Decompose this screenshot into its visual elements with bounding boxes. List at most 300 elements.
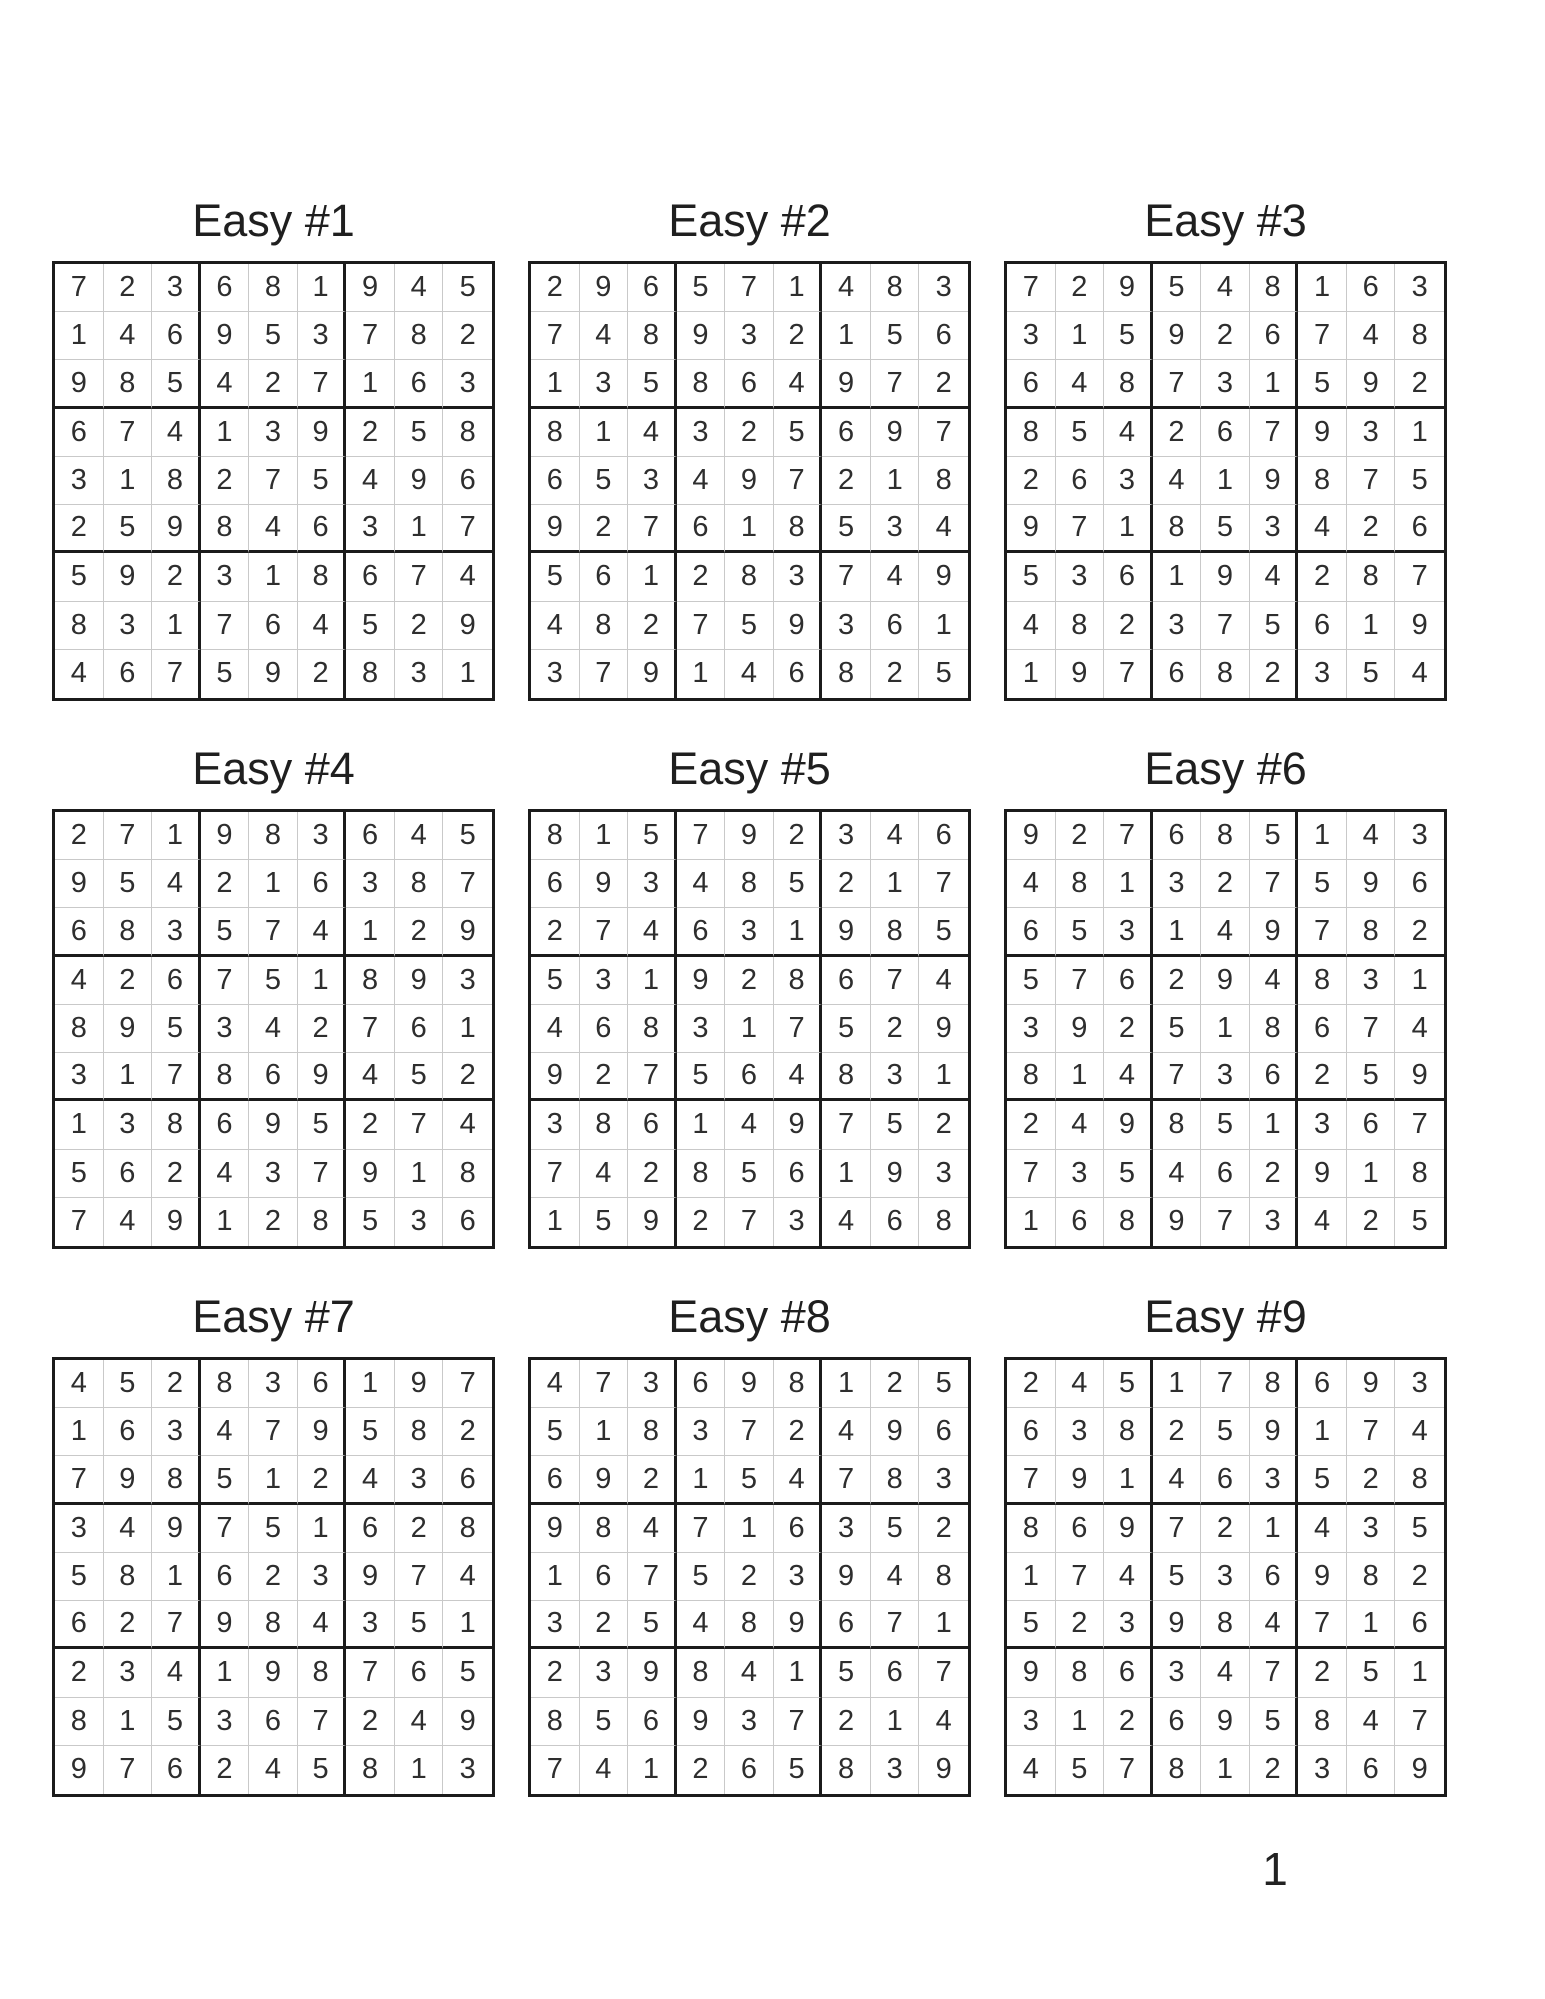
sudoku-cell: 5 (346, 1408, 395, 1456)
sudoku-cell: 9 (822, 1553, 871, 1601)
sudoku-cell: 2 (1347, 1456, 1396, 1504)
sudoku-cell: 2 (152, 1150, 201, 1198)
sudoku-cell: 2 (298, 1456, 347, 1504)
sudoku-cell: 7 (1056, 1553, 1105, 1601)
sudoku-cell: 9 (298, 409, 347, 457)
sudoku-cell: 6 (152, 312, 201, 360)
sudoku-cell: 2 (1007, 1101, 1056, 1149)
sudoku-cell: 7 (725, 264, 774, 312)
sudoku-cell: 4 (1298, 1198, 1347, 1246)
sudoku-cell: 2 (871, 650, 920, 698)
puzzle-easy-7 (52, 1289, 495, 1797)
sudoku-cell: 1 (104, 1698, 153, 1746)
sudoku-cell: 2 (822, 860, 871, 908)
sudoku-cell: 6 (628, 1698, 677, 1746)
sudoku-cell: 2 (1153, 1408, 1202, 1456)
sudoku-cell: 4 (725, 650, 774, 698)
sudoku-cell: 8 (677, 360, 726, 408)
puzzle-title: Easy #5 (668, 743, 831, 794)
sudoku-cell: 6 (1056, 457, 1105, 505)
sudoku-cell: 4 (346, 457, 395, 505)
sudoku-cell: 2 (249, 360, 298, 408)
sudoku-cell: 6 (346, 812, 395, 860)
sudoku-cell: 3 (871, 1746, 920, 1794)
sudoku-cell: 7 (871, 1601, 920, 1649)
sudoku-cell: 3 (395, 1198, 444, 1246)
sudoku-cell: 6 (298, 860, 347, 908)
sudoku-cell: 7 (104, 409, 153, 457)
sudoku-cell: 4 (1201, 264, 1250, 312)
sudoku-cell: 3 (1347, 1505, 1396, 1553)
sudoku-cell: 3 (1298, 650, 1347, 698)
sudoku-cell: 3 (443, 360, 492, 408)
sudoku-cell: 6 (1347, 1101, 1396, 1149)
sudoku-cell: 8 (1298, 457, 1347, 505)
sudoku-cell: 6 (822, 957, 871, 1005)
sudoku-cell: 3 (1056, 1408, 1105, 1456)
sudoku-cell: 2 (1395, 1553, 1444, 1601)
sudoku-cell: 9 (395, 957, 444, 1005)
sudoku-cell: 8 (104, 1553, 153, 1601)
sudoku-cell: 6 (628, 264, 677, 312)
sudoku-cell: 4 (201, 1150, 250, 1198)
sudoku-cell: 8 (395, 312, 444, 360)
sudoku-grid (1004, 261, 1447, 701)
sudoku-cell: 2 (55, 1649, 104, 1697)
sudoku-cell: 8 (1395, 312, 1444, 360)
sudoku-cell: 3 (104, 1649, 153, 1697)
sudoku-cell: 1 (1153, 908, 1202, 956)
sudoku-cell: 7 (871, 360, 920, 408)
sudoku-cell: 7 (346, 1649, 395, 1697)
sudoku-cell: 8 (677, 1649, 726, 1697)
sudoku-cell: 6 (774, 650, 823, 698)
sudoku-cell: 2 (1347, 505, 1396, 553)
sudoku-cell: 8 (1056, 602, 1105, 650)
sudoku-cell: 6 (1395, 860, 1444, 908)
sudoku-cell: 8 (152, 457, 201, 505)
sudoku-cell: 2 (1201, 312, 1250, 360)
sudoku-cell: 3 (1201, 360, 1250, 408)
sudoku-cell: 8 (443, 409, 492, 457)
sudoku-cell: 8 (1007, 409, 1056, 457)
sudoku-cell: 5 (725, 602, 774, 650)
sudoku-cell: 8 (628, 1408, 677, 1456)
sudoku-cell: 8 (249, 812, 298, 860)
sudoku-cell: 2 (104, 1601, 153, 1649)
puzzle-title: Easy #9 (1144, 1291, 1307, 1342)
sudoku-cell: 2 (531, 1649, 580, 1697)
sudoku-cell: 7 (1201, 1198, 1250, 1246)
sudoku-cell: 5 (104, 1360, 153, 1408)
sudoku-cell: 5 (1411, 1205, 1428, 1238)
sudoku-cell: 3 (919, 264, 968, 312)
puzzle-easy-8 (528, 1289, 971, 1797)
sudoku-cell: 9 (152, 1505, 201, 1553)
sudoku-cell: 5 (1104, 1360, 1153, 1408)
sudoku-cell: 7 (1395, 1698, 1444, 1746)
sudoku-cell: 3 (346, 505, 395, 553)
sudoku-cell: 6 (395, 1649, 444, 1697)
sudoku-cell: 8 (1395, 1150, 1444, 1198)
sudoku-cell: 9 (531, 505, 580, 553)
sudoku-cell: 7 (1007, 1150, 1056, 1198)
sudoku-cell: 7 (919, 1649, 968, 1697)
sudoku-cell: 1 (298, 264, 347, 312)
sudoku-cell: 5 (774, 1746, 823, 1794)
sudoku-cell: 8 (1153, 1101, 1202, 1149)
sudoku-cell: 6 (1395, 1601, 1444, 1649)
sudoku-cell: 6 (822, 1601, 871, 1649)
sudoku-cell: 8 (1007, 1053, 1056, 1101)
sudoku-cell: 9 (1007, 505, 1056, 553)
sudoku-cell: 2 (55, 812, 104, 860)
sudoku-cell: 5 (580, 457, 629, 505)
sudoku-cell: 2 (1395, 360, 1444, 408)
sudoku-cell: 8 (628, 1005, 677, 1053)
sudoku-cell: 8 (725, 1601, 774, 1649)
sudoku-cell: 3 (55, 1053, 104, 1101)
sudoku-cell: 2 (201, 457, 250, 505)
sudoku-cell: 2 (1395, 908, 1444, 956)
sudoku-cell: 1 (1347, 602, 1396, 650)
sudoku-cell: 1 (774, 908, 823, 956)
sudoku-cell: 3 (919, 1456, 968, 1504)
sudoku-cell: 7 (774, 1698, 823, 1746)
puzzle-title: Easy #2 (668, 195, 831, 246)
sudoku-cell: 1 (531, 360, 580, 408)
sudoku-cell: 9 (1007, 1649, 1056, 1697)
sudoku-cell: 4 (1250, 553, 1299, 601)
sudoku-cell: 6 (346, 1505, 395, 1553)
sudoku-cell: 8 (104, 360, 153, 408)
sudoku-cell: 4 (298, 1601, 347, 1649)
sudoku-cell: 1 (1056, 1698, 1105, 1746)
sudoku-cell: 7 (1104, 812, 1153, 860)
sudoku-cell: 8 (1056, 1649, 1105, 1697)
sudoku-cell: 9 (443, 1698, 492, 1746)
puzzle-easy-5 (528, 741, 971, 1249)
sudoku-cell: 3 (443, 957, 492, 1005)
sudoku-cell: 2 (1250, 650, 1299, 698)
sudoku-cell: 1 (201, 409, 250, 457)
sudoku-cell: 2 (443, 1053, 492, 1101)
sudoku-cell: 8 (346, 650, 395, 698)
sudoku-cell: 3 (1007, 1005, 1056, 1053)
sudoku-cell: 8 (1153, 1746, 1202, 1794)
sudoku-cell: 3 (1104, 457, 1153, 505)
sudoku-cell: 3 (871, 505, 920, 553)
sudoku-cell: 8 (443, 1505, 492, 1553)
sudoku-cell: 9 (580, 1456, 629, 1504)
sudoku-cell: 7 (104, 1746, 153, 1794)
sudoku-cell: 1 (871, 1698, 920, 1746)
sudoku-cell: 8 (1007, 1505, 1056, 1553)
sudoku-cell: 5 (580, 1198, 629, 1246)
sudoku-cell: 9 (346, 264, 395, 312)
sudoku-cell: 4 (1104, 1553, 1153, 1601)
sudoku-cell: 5 (1250, 602, 1299, 650)
sudoku-cell: 1 (531, 1553, 580, 1601)
sudoku-cell: 2 (249, 1553, 298, 1601)
sudoku-cell: 3 (1347, 957, 1396, 1005)
sudoku-cell: 7 (1347, 1005, 1396, 1053)
puzzle-easy-6 (1004, 741, 1447, 1249)
sudoku-cell: 1 (677, 1101, 726, 1149)
sudoku-cell: 6 (1298, 1005, 1347, 1053)
sudoku-cell: 9 (395, 1360, 444, 1408)
sudoku-cell: 9 (1056, 1005, 1105, 1053)
sudoku-cell: 5 (104, 505, 153, 553)
sudoku-cell: 2 (1104, 1698, 1153, 1746)
sudoku-cell: 5 (677, 1553, 726, 1601)
sudoku-cell: 5 (201, 650, 250, 698)
sudoku-cell: 4 (104, 1505, 153, 1553)
sudoku-cell: 8 (104, 908, 153, 956)
sudoku-cell: 7 (443, 860, 492, 908)
sudoku-cell: 5 (1250, 1698, 1299, 1746)
sudoku-cell: 1 (55, 1408, 104, 1456)
sudoku-cell: 5 (249, 957, 298, 1005)
sudoku-cell: 5 (249, 1505, 298, 1553)
sudoku-cell: 6 (871, 1198, 920, 1246)
sudoku-cell: 8 (531, 812, 580, 860)
sudoku-cell: 3 (346, 1601, 395, 1649)
sudoku-cell: 1 (1056, 1053, 1105, 1101)
sudoku-cell: 4 (628, 908, 677, 956)
sudoku-cell: 2 (443, 1408, 492, 1456)
sudoku-cell: 5 (201, 908, 250, 956)
sudoku-cell: 6 (774, 1505, 823, 1553)
sudoku-cell: 4 (1104, 1053, 1153, 1101)
sudoku-cell: 1 (1298, 1408, 1347, 1456)
sudoku-cell: 9 (725, 1360, 774, 1408)
sudoku-cell: 9 (822, 908, 871, 956)
sudoku-cell: 5 (1250, 812, 1299, 860)
sudoku-cell: 7 (774, 1005, 823, 1053)
sudoku-cell: 8 (395, 860, 444, 908)
sudoku-cell: 5 (871, 312, 920, 360)
puzzle-title: Easy #3 (1144, 195, 1307, 246)
sudoku-cell: 9 (822, 360, 871, 408)
sudoku-cell: 1 (677, 650, 726, 698)
sudoku-cell: 7 (55, 1198, 104, 1246)
sudoku-cell: 5 (1056, 409, 1105, 457)
sudoku-cell: 7 (1298, 908, 1347, 956)
sudoku-cell: 6 (1153, 1698, 1202, 1746)
sudoku-cell: 8 (628, 312, 677, 360)
sudoku-cell: 4 (1347, 1698, 1396, 1746)
sudoku-cell: 9 (201, 812, 250, 860)
sudoku-cell: 7 (249, 1408, 298, 1456)
sudoku-cell: 3 (725, 312, 774, 360)
sudoku-cell: 7 (1347, 457, 1396, 505)
sudoku-cell: 8 (871, 1456, 920, 1504)
sudoku-cell: 2 (580, 505, 629, 553)
sudoku-cell: 1 (1201, 1746, 1250, 1794)
sudoku-cell: 4 (1395, 1408, 1444, 1456)
sudoku-cell: 9 (1347, 1360, 1396, 1408)
sudoku-cell: 3 (1250, 1198, 1299, 1246)
sudoku-cell: 5 (55, 1150, 104, 1198)
sudoku-cell: 9 (774, 1101, 823, 1149)
page-number: 1 (1262, 1843, 1288, 1895)
sudoku-cell: 3 (249, 409, 298, 457)
sudoku-cell: 3 (822, 812, 871, 860)
sudoku-cell: 5 (152, 1005, 201, 1053)
sudoku-cell: 2 (531, 264, 580, 312)
sudoku-cell: 7 (1347, 1408, 1396, 1456)
sudoku-cell: 4 (298, 602, 347, 650)
sudoku-cell: 1 (1007, 1553, 1056, 1601)
sudoku-cell: 8 (346, 957, 395, 1005)
sudoku-grid (1004, 1357, 1447, 1797)
sudoku-cell: 6 (249, 1698, 298, 1746)
sudoku-cell: 7 (346, 1005, 395, 1053)
sudoku-cell: 9 (1250, 457, 1299, 505)
sudoku-cell: 3 (1153, 602, 1202, 650)
sudoku-cell: 7 (1153, 360, 1202, 408)
sudoku-cell: 9 (395, 457, 444, 505)
puzzle-grid-layout (52, 193, 1447, 1797)
sudoku-cell: 9 (1007, 812, 1056, 860)
sudoku-grid (528, 809, 971, 1249)
sudoku-cell: 1 (1395, 957, 1444, 1005)
sudoku-cell: 2 (395, 602, 444, 650)
sudoku-cell: 3 (531, 1101, 580, 1149)
sudoku-cell: 1 (580, 812, 629, 860)
puzzle-easy-3 (1004, 193, 1447, 701)
sudoku-cell: 9 (201, 1601, 250, 1649)
sudoku-cell: 4 (346, 1053, 395, 1101)
sudoku-cell: 6 (677, 1360, 726, 1408)
sudoku-cell: 4 (871, 812, 920, 860)
sudoku-cell: 7 (443, 1360, 492, 1408)
sudoku-grid (52, 809, 495, 1249)
sudoku-cell: 7 (1104, 650, 1153, 698)
sudoku-cell: 7 (677, 602, 726, 650)
sudoku-cell: 4 (531, 602, 580, 650)
sudoku-cell: 6 (822, 409, 871, 457)
sudoku-cell: 2 (1007, 1360, 1056, 1408)
sudoku-cell: 8 (1347, 553, 1396, 601)
sudoku-grid (52, 261, 495, 701)
sudoku-grid (52, 1357, 495, 1797)
sudoku-cell: 1 (919, 1053, 968, 1101)
sudoku-cell: 3 (1153, 860, 1202, 908)
puzzle-easy-2 (528, 193, 971, 701)
sudoku-cell: 8 (1056, 860, 1105, 908)
sudoku-cell: 1 (822, 312, 871, 360)
sudoku-cell: 4 (580, 1150, 629, 1198)
sudoku-cell: 8 (1104, 360, 1153, 408)
sudoku-cell: 5 (677, 264, 726, 312)
sudoku-cell: 1 (919, 1601, 968, 1649)
sudoku-cell: 5 (935, 657, 952, 690)
sudoku-cell: 2 (1298, 1649, 1347, 1697)
sudoku-cell: 5 (1056, 1746, 1105, 1794)
sudoku-cell: 5 (774, 409, 823, 457)
sudoku-cell: 1 (871, 860, 920, 908)
sudoku-cell: 7 (55, 264, 104, 312)
sudoku-cell: 9 (725, 812, 774, 860)
sudoku-cell: 9 (1153, 312, 1202, 360)
sudoku-cell: 3 (628, 860, 677, 908)
sudoku-cell: 7 (346, 312, 395, 360)
sudoku-cell: 1 (1104, 505, 1153, 553)
sudoku-cell: 3 (1395, 1360, 1444, 1408)
sudoku-cell: 7 (104, 812, 153, 860)
sudoku-cell: 4 (1347, 812, 1396, 860)
sudoku-cell: 4 (443, 553, 492, 601)
sudoku-cell: 5 (822, 1649, 871, 1697)
sudoku-cell: 4 (774, 360, 823, 408)
sudoku-cell: 5 (1347, 1053, 1396, 1101)
sudoku-cell: 2 (443, 312, 492, 360)
sudoku-cell: 1 (104, 457, 153, 505)
sudoku-cell: 9 (55, 860, 104, 908)
sudoku-cell: 5 (298, 1746, 347, 1794)
sudoku-cell: 3 (104, 602, 153, 650)
sudoku-cell: 4 (1298, 505, 1347, 553)
puzzle-title: Easy #8 (668, 1291, 831, 1342)
sudoku-cell: 5 (443, 264, 492, 312)
sudoku-cell: 8 (774, 1360, 823, 1408)
sudoku-cell: 8 (298, 1198, 347, 1246)
sudoku-grid (528, 261, 971, 701)
sudoku-cell: 4 (725, 1101, 774, 1149)
sudoku-cell: 5 (531, 957, 580, 1005)
sudoku-cell: 3 (152, 1408, 201, 1456)
sudoku-cell: 9 (531, 1053, 580, 1101)
sudoku-cell: 7 (201, 1505, 250, 1553)
sudoku-cell: 1 (395, 505, 444, 553)
sudoku-cell: 3 (1153, 1649, 1202, 1697)
sudoku-cell: 8 (822, 1053, 871, 1101)
sudoku-cell: 7 (871, 957, 920, 1005)
sudoku-cell: 3 (822, 602, 871, 650)
sudoku-cell: 1 (580, 1408, 629, 1456)
sudoku-cell: 1 (395, 1150, 444, 1198)
sudoku-cell: 9 (919, 553, 968, 601)
sudoku-cell: 6 (1153, 812, 1202, 860)
sudoku-cell: 5 (1153, 264, 1202, 312)
sudoku-cell: 7 (395, 1553, 444, 1601)
sudoku-cell: 2 (628, 602, 677, 650)
sudoku-cell: 1 (1298, 812, 1347, 860)
sudoku-cell: 5 (298, 457, 347, 505)
sudoku-cell: 8 (1201, 812, 1250, 860)
sudoku-cell: 5 (104, 860, 153, 908)
sudoku-cell: 9 (1104, 1101, 1153, 1149)
sudoku-cell: 6 (395, 360, 444, 408)
sudoku-cell: 8 (1298, 957, 1347, 1005)
sudoku-cell: 1 (1395, 1649, 1444, 1697)
sudoku-cell: 8 (1153, 505, 1202, 553)
sudoku-cell: 3 (1056, 553, 1105, 601)
sudoku-cell: 9 (677, 1698, 726, 1746)
sudoku-cell: 1 (298, 1505, 347, 1553)
sudoku-cell: 5 (1298, 1456, 1347, 1504)
sudoku-cell: 8 (677, 1150, 726, 1198)
sudoku-cell: 2 (1104, 1005, 1153, 1053)
sudoku-cell: 6 (201, 1553, 250, 1601)
sudoku-cell: 9 (1347, 860, 1396, 908)
puzzle-title: Easy #6 (1144, 743, 1307, 794)
sudoku-cell: 3 (55, 457, 104, 505)
sudoku-cell: 9 (871, 409, 920, 457)
sudoku-cell: 4 (1056, 360, 1105, 408)
